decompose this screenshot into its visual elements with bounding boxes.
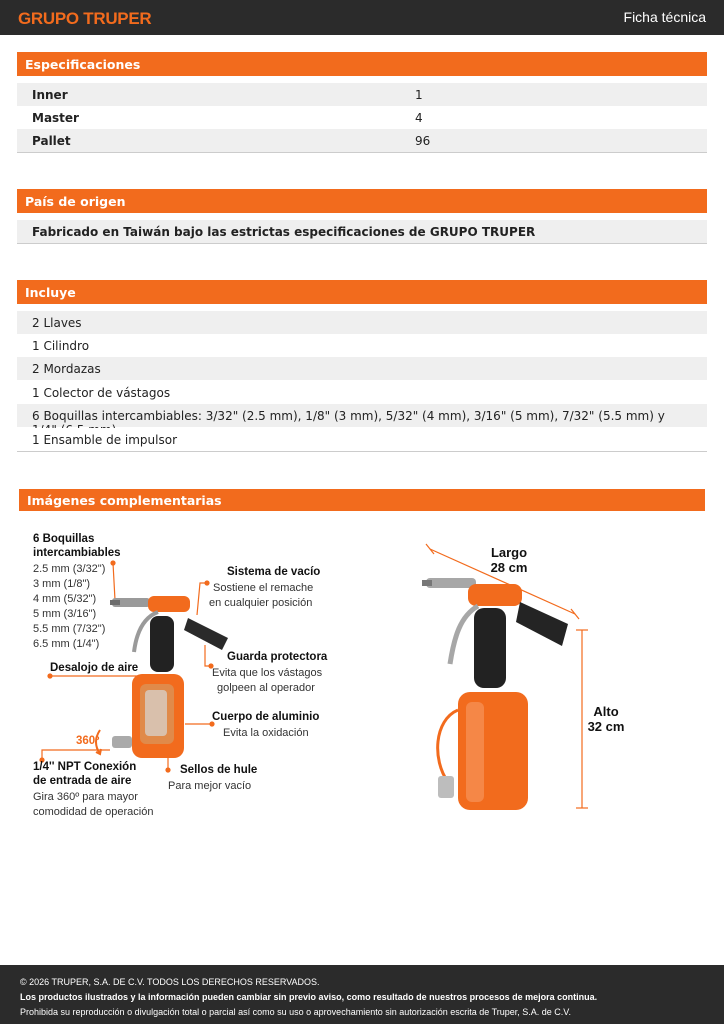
footer-copyright: © 2026 TRUPER, S.A. DE C.V. TODOS LOS DERECHOS RESERVADOS. [20, 977, 320, 987]
spec-row [17, 106, 707, 129]
nozzle-size: 4 mm (5/32") [33, 593, 97, 605]
include-item: 2 Mordazas [17, 357, 707, 380]
section-header-includes: Incluye [17, 280, 707, 304]
spec-row [17, 83, 707, 106]
vacuum-desc: en cualquier posición [209, 597, 313, 609]
top-bar [0, 0, 724, 35]
seals-desc: Para mejor vacío [168, 780, 252, 792]
rivet-tool-photo [362, 520, 724, 830]
npt-desc: comodidad de operación [33, 806, 154, 818]
spec-row [17, 129, 707, 152]
spec-value: 1 [415, 88, 423, 102]
include-item: 1 Ensamble de impulsor [17, 428, 707, 451]
npt-title: de entrada de aire [33, 775, 132, 787]
nozzles-title: 6 Boquillas [33, 533, 95, 545]
length-label: Largo [490, 545, 528, 560]
rivet-tool-annotated-diagram [0, 520, 362, 830]
rivet-tool-dimensions-diagram [362, 520, 724, 830]
height-value: 32 cm [587, 719, 625, 734]
divider [17, 451, 707, 452]
document-type: Ficha técnica [623, 9, 706, 25]
height-label: Alto [593, 704, 619, 719]
body-title: Cuerpo de aluminio [212, 711, 320, 723]
origin-text: Fabricado en Taiwán bajo las estrictas especificaciones de GRUPO TRUPER [17, 220, 707, 243]
spec-label: Master [32, 111, 79, 125]
include-item: 1 Cilindro [17, 334, 707, 357]
spec-value: 4 [415, 111, 423, 125]
nozzle-size: 6.5 mm (1/4") [33, 638, 100, 650]
air-release-label: Desalojo de aire [50, 662, 139, 674]
nozzles-title: intercambiables [33, 547, 121, 559]
guard-desc: Evita que los vástagos [212, 667, 323, 679]
length-value: 28 cm [490, 560, 528, 575]
include-item: 2 Llaves [17, 311, 707, 334]
spec-label: Pallet [32, 134, 71, 148]
section-header-origin: País de origen [17, 189, 707, 213]
footer [0, 965, 724, 1024]
vacuum-desc: Sostiene el remache [213, 582, 314, 594]
brand-logo: GRUPO TRUPER [18, 9, 152, 28]
spec-label: Inner [32, 88, 68, 102]
footer-notice: Los productos ilustrados y la información pueden cambiar sin previo aviso, como resultado de nuestros procesos de mejora continua. [20, 992, 598, 1002]
divider [17, 243, 707, 244]
nozzle-size: 5 mm (3/16") [33, 608, 97, 620]
section-header-specs: Especificaciones [17, 52, 707, 76]
nozzle-size: 5.5 mm (7/32") [33, 623, 106, 635]
rotation-label: 360º [76, 735, 100, 747]
footer-prohibition: Prohibida su reproducción o divulgación total o parcial así como su uso o aprovechamiento sin autorización escrita de Truper, S.A. de C.V. [20, 1007, 571, 1017]
vacuum-title: Sistema de vacío [227, 566, 321, 578]
npt-title: 1/4'' NPT Conexión [33, 761, 137, 773]
divider [17, 152, 707, 153]
guard-title: Guarda protectora [227, 651, 328, 663]
nozzle-size: 2.5 mm (3/32") [33, 563, 106, 575]
body-desc: Evita la oxidación [223, 727, 309, 739]
seals-title: Sellos de hule [180, 764, 258, 776]
npt-desc: Gira 360º para mayor [33, 791, 138, 803]
include-item: 6 Boquillas intercambiables: 3/32" (2.5 mm), 1/8" (3 mm), 5/32" (4 mm), 3/16" (5 mm), 7/32" (5.5 mm) y [17, 404, 707, 427]
include-item: 1 Colector de vástagos [17, 381, 707, 404]
spec-value: 96 [415, 134, 431, 148]
nozzle-size: 3 mm (1/8") [33, 578, 91, 590]
section-header-images: Imágenes complementarias [19, 489, 705, 511]
guard-desc: golpeen al operador [217, 682, 315, 694]
